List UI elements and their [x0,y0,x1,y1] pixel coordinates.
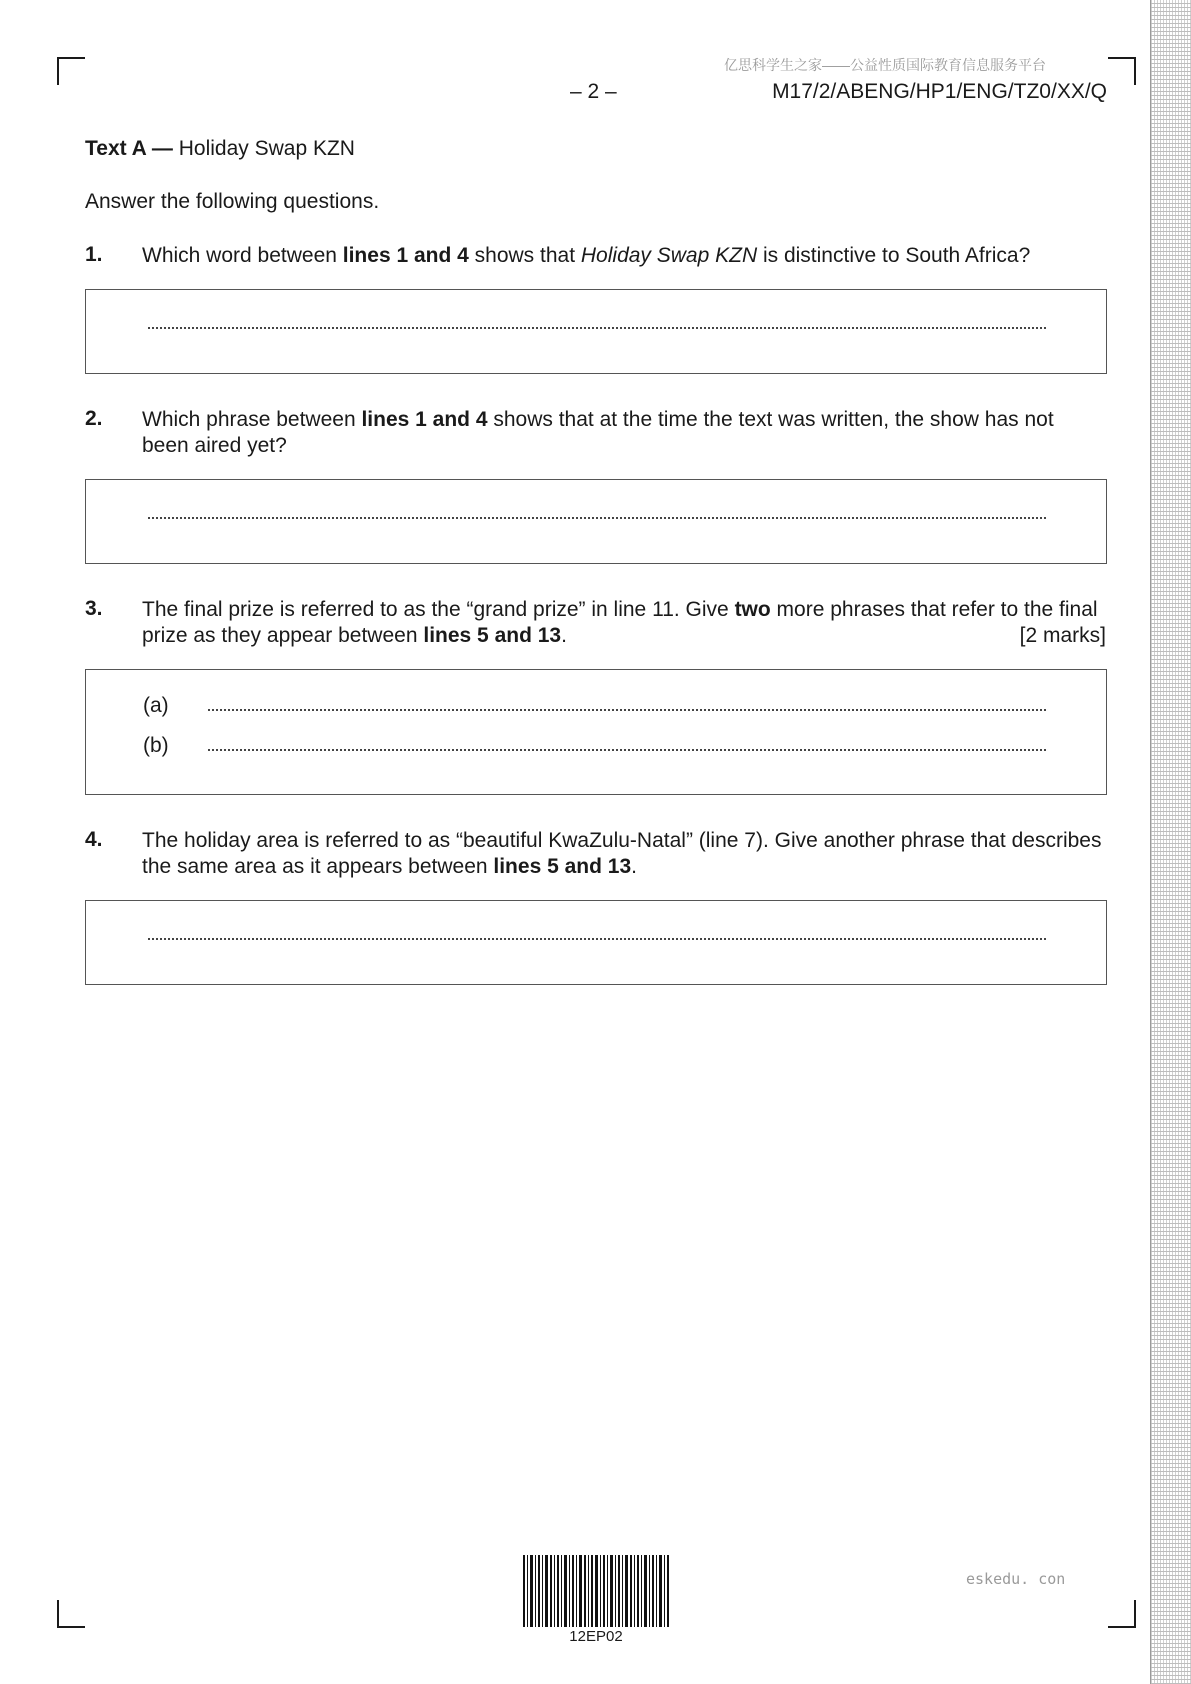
answer-dotted-line [148,918,1046,940]
question-1-answer-box[interactable] [85,289,1107,374]
question-3-text: The final prize is referred to as the “grand prize” in line 11. Give two more phrases that refer to the final prize as they appear between lines 5 and 13. [2 marks] [142,598,1106,647]
section-title-name: Holiday Swap KZN [172,137,355,160]
crop-mark-top-left [57,57,85,85]
question-3-marks: [2 marks] [1019,624,1106,647]
barcode-text: 12EP02 [569,1628,623,1645]
crop-mark-top-right [1108,57,1136,85]
crop-mark-bottom-left [57,1600,85,1628]
footer-watermark: eskedu. con [966,1570,1066,1588]
answer-dotted-line [148,497,1046,519]
section-title-bold: Text A — [85,137,173,160]
question-1-number: 1. [85,243,103,266]
page-edge-strip [1150,0,1191,1684]
answer-dotted-line-a [208,689,1046,711]
header-watermark: 亿思科学生之家——公益性质国际教育信息服务平台 [724,57,1046,73]
answer-dotted-line-b [208,729,1046,751]
paper-code: M17/2/ABENG/HP1/ENG/TZ0/XX/Q [772,80,1107,103]
question-2-answer-box[interactable] [85,479,1107,564]
question-3-number: 3. [85,597,103,620]
barcode-image [523,1555,669,1627]
question-2-text: Which phrase between lines 1 and 4 shows that at the time the text was written, the show has not been aired yet? [142,408,1054,457]
answer-label-a: (a) [143,694,169,717]
section-title [85,137,355,161]
answer-label-b: (b) [143,734,169,757]
question-4-number: 4. [85,828,103,851]
question-3-answer-box[interactable] [85,669,1107,795]
question-4-text: The holiday area is referred to as “beautiful KwaZulu-Natal” (line 7). Give another phrase that describes the same area as it appears between lines 5 and 13. [142,829,1102,878]
answer-dotted-line [148,307,1046,329]
question-4-answer-box[interactable] [85,900,1107,985]
question-1-text: Which word between lines 1 and 4 shows that Holiday Swap KZN is distinctive to South Africa? [142,244,1031,267]
instruction-text: Answer the following questions. [85,190,380,213]
crop-mark-bottom-right [1108,1600,1136,1628]
question-2-number: 2. [85,407,103,430]
page-number: – 2 – [570,80,617,103]
